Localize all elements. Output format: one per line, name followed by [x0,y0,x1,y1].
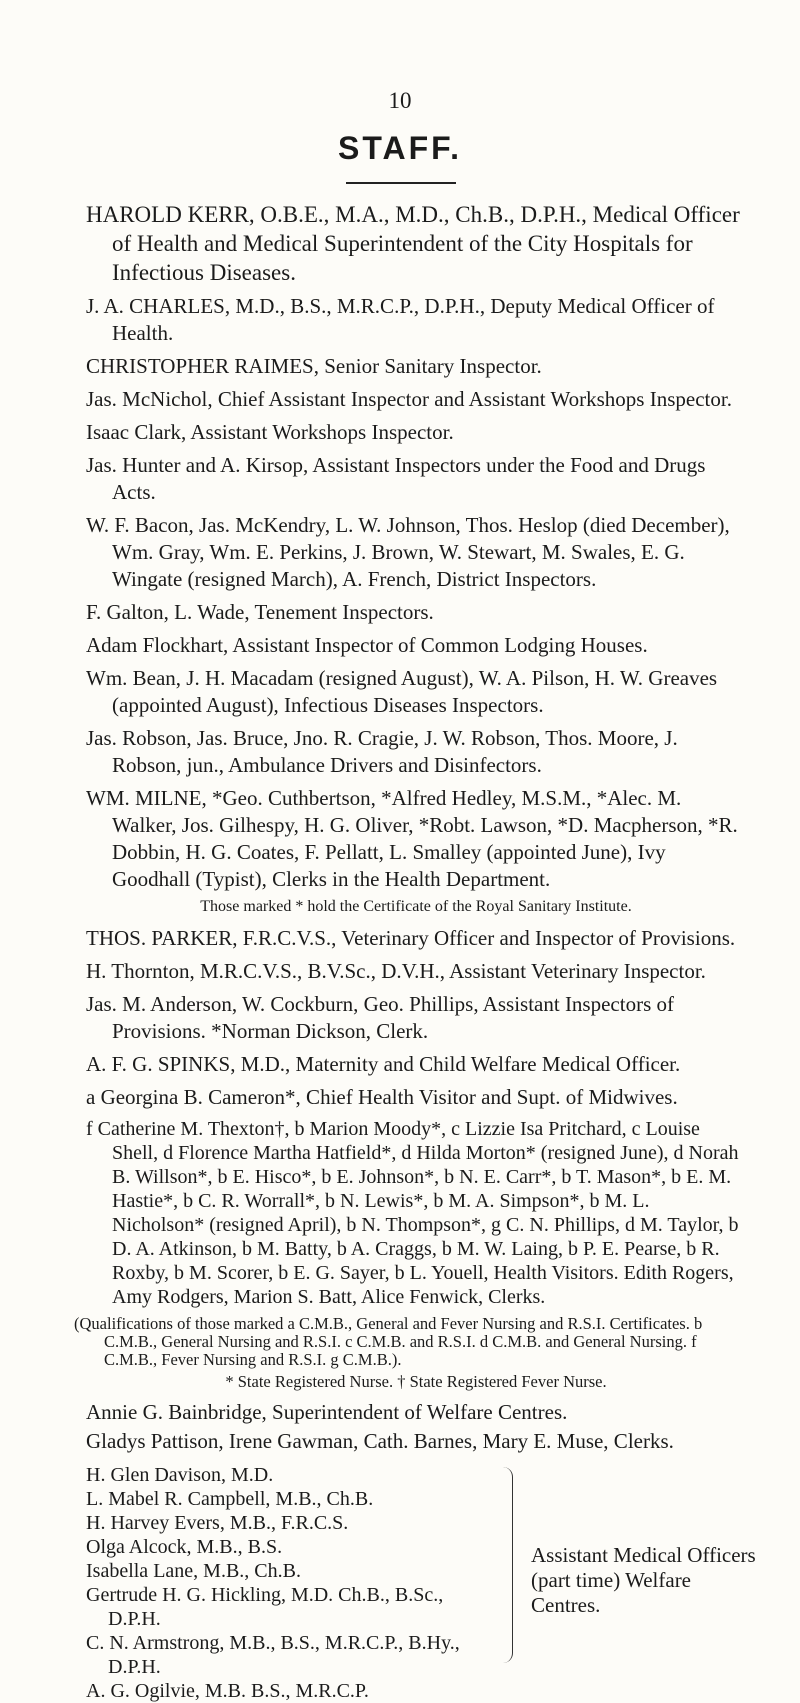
entry-lodging-houses: Adam Flockhart, Assistant Inspector of Common Lodging Houses. [86,633,648,657]
assistant-officer: A. G. Ogilvie, M.B. B.S., M.R.C.P. [86,1680,369,1702]
bracket [498,1467,513,1663]
assistant-officer: C. N. Armstrong, M.B., B.S., M.R.C.P., B.Hy., D.P.H. [86,1632,460,1678]
page-title: STAFF. [337,130,463,166]
assistant-officers-role: Assistant Medical Officers (part time) Welfare Centres. [531,1543,756,1617]
entry-welfare-superintendent: Annie G. Bainbridge, Superintendent of Welfare Centres. [86,1400,568,1424]
entry-food-drugs: Jas. Hunter and A. Kirsop, Assistant Inspectors under the Food and Drugs Acts. [86,453,706,504]
assistant-officer: L. Mabel R. Campbell, M.B., Ch.B. [86,1488,374,1510]
registered-nurse-note: * State Registered Nurse. † State Registered Fever Nurse. [225,1372,607,1391]
entry-clerks: WM. MILNE, *Geo. Cuthbertson, *Alfred Hedley, M.S.M., *Alec. M. Walker, Jos. Gilhespy, H. G. Oliver, *Robt. Lawson, *D. Macpherson, *R. Dobbin, H. G. Coates, F. Pellatt, L. Smalley (appointed June), Ivy Goodhall (Typist), Clerks in the Health Department. [86,786,738,891]
entry-provisions: Jas. M. Anderson, W. Cockburn, Geo. Phillips, Assistant Inspectors of Provisions. *Norman Dickson, Clerk. [86,992,674,1043]
entry-senior-inspector: CHRISTOPHER RAIMES, Senior Sanitary Inspector. [86,354,542,378]
assistant-officers-block [86,1463,756,1702]
entry-maternity: A. F. G. SPINKS, M.D., Maternity and Child Welfare Medical Officer. [86,1052,681,1076]
entry-ambulance: Jas. Robson, Jas. Bruce, Jno. R. Cragie, J. W. Robson, Thos. Moore, J. Robson, jun., Ambulance Drivers and Disinfectors. [86,726,678,777]
assistant-officer: H. Glen Davison, M.D. [86,1464,274,1486]
entry-infectious-inspectors: Wm. Bean, J. H. Macadam (resigned August), W. A. Pilson, H. W. Greaves (appointed August), Infectious Diseases Inspectors. [86,666,718,717]
entry-district-inspectors: W. F. Bacon, Jas. McKendry, L. W. Johnson, Thos. Heslop (died December), Wm. Gray, Wm. E. Perkins, J. Brown, W. Stewart, M. Swales, E. G. Wingate (resigned March), A. French, District Inspectors. [86,513,730,591]
entry-veterinary: THOS. PARKER, F.R.C.V.S., Veterinary Officer and Inspector of Provisions. [86,926,736,950]
entry-deputy: J. A. CHARLES, M.D., B.S., M.R.C.P., D.P.H., Deputy Medical Officer of Health. [86,294,715,345]
title-rule [346,182,456,184]
entry-tenement-inspectors: F. Galton, L. Wade, Tenement Inspectors. [86,600,434,624]
entry-medical-officer: HAROLD KERR, O.B.E., M.A., M.D., Ch.B., D.P.H., Medical Officer of Health and Medical Superintendent of the City Hospitals for Infectious Diseases. [86,202,740,285]
assistant-officer: H. Harvey Evers, M.B., F.R.C.S. [86,1512,349,1534]
note-royal-sanitary: Those marked * hold the Certificate of the Royal Sanitary Institute. [200,898,632,915]
entry-assistant-veterinary: H. Thornton, M.R.C.V.S., B.V.Sc., D.V.H., Assistant Veterinary Inspector. [86,959,706,983]
staff-list [74,200,756,1702]
entry-workshops-inspector: Isaac Clark, Assistant Workshops Inspector. [86,420,454,444]
entry-welfare-clerks: Gladys Pattison, Irene Gawman, Cath. Barnes, Mary E. Muse, Clerks. [86,1429,674,1453]
entry-chief-health-visitor: a Georgina B. Cameron*, Chief Health Visitor and Supt. of Midwives. [86,1085,678,1109]
entry-chief-assistant: Jas. McNichol, Chief Assistant Inspector and Assistant Workshops Inspector. [86,387,732,411]
page-number: 10 [388,88,412,113]
entry-health-visitors: f Catherine M. Thexton†, b Marion Moody*, c Lizzie Isa Pritchard, c Louise Shell, d Florence Martha Hatfield*, d Hilda Morton* (resigned June), d Norah B. Willson*, b E. Hisco*, b E. Johnson*, b N. E. Carr*, b T. Mason*, b E. M. Hastie*, b C. R. Worrall*, b N. Lewis*, b M. A. Simpson*, b M. L. Nicholson* (resigned April), b N. Thompson*, g C. N. Phillips, d M. Taylor, b D. A. Atkinson, b M. Batty, b A. Craggs, b M. W. Laing, b P. E. Pearse, b R. Roxby, b M. Scorer, b E. G. Sayer, b L. Youell, Health Visitors. Edith Rogers, Amy Rodgers, Marion S. Batt, Alice Fenwick, Clerks. [86,1118,739,1308]
assistant-officer: Gertrude H. G. Hickling, M.D. Ch.B., B.Sc., D.P.H. [86,1584,444,1630]
assistant-officer: Isabella Lane, M.B., Ch.B. [86,1560,301,1582]
qualifications-note: (Qualifications of those marked a C.M.B., General and Fever Nursing and R.S.I. Certificates. b C.M.B., General Nursing and R.S.I. c C.M.B. and R.S.I. d C.M.B. and General Nursing. f C.M.B., Fever Nursing and R.S.I. g C.M.B.). [74,1314,703,1369]
assistant-officers-list [86,1463,486,1703]
assistant-officer: Olga Alcock, M.B., B.S. [86,1536,283,1558]
